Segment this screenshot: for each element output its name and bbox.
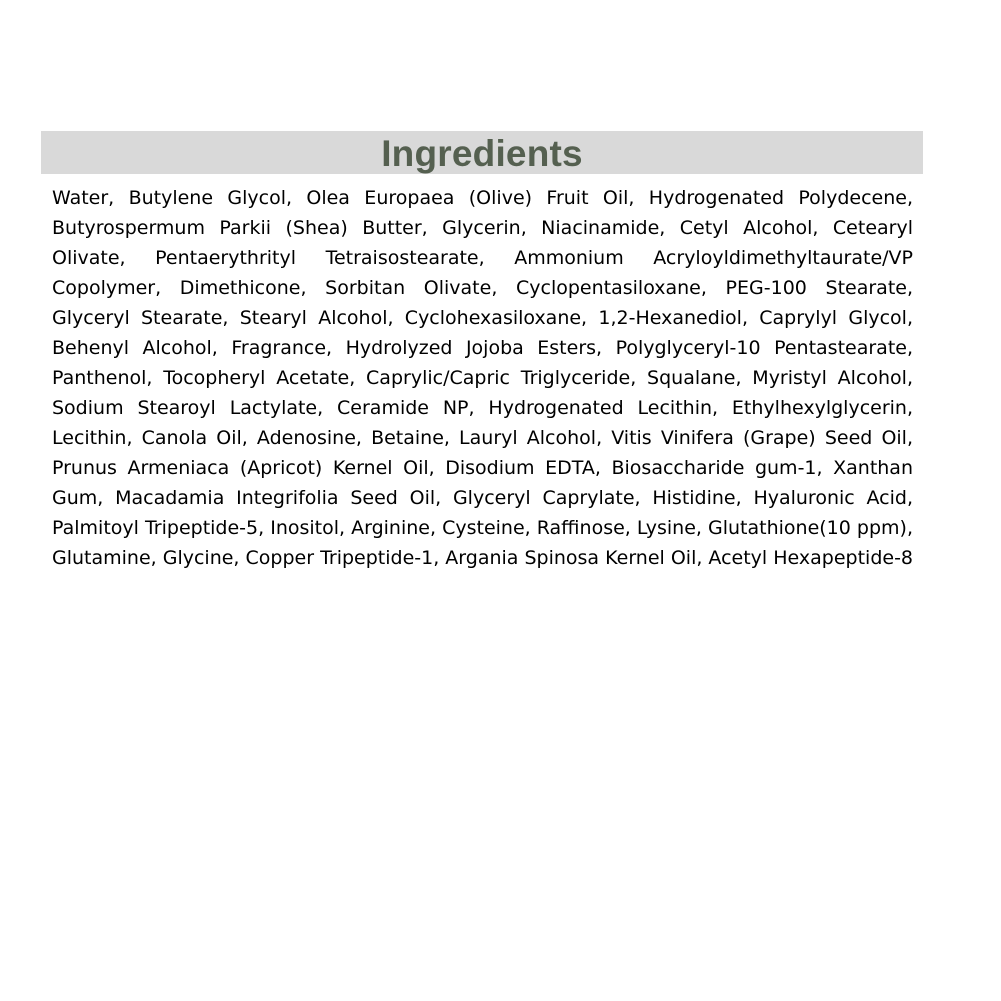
page-title: Ingredients	[381, 132, 583, 174]
ingredients-list: Water, Butylene Glycol, Olea Europaea (Olive) Fruit Oil, Hydrogenated Polydecene, Butyrospermum Parkii (Shea) Butter, Glycerin, Niacinamide, Cetyl Alcohol, Cetearyl Olivate, Pentaerythrityl Tetraisostearate, Ammonium Acryloyldimethyltaurate/VP Copolymer, Dimethicone, Sorbitan Olivate, Cyclopentasiloxane, PEG-100 Stearate, Glyceryl Stearate, Stearyl Alcohol, Cyclohexasiloxane, 1,2-Hexanediol, Caprylyl Glycol, Behenyl Alcohol, Fragrance, Hydrolyzed Jojoba Esters, Polyglyceryl-10 Pentastearate, Panthenol, Tocopheryl Acetate, Caprylic/Capric Triglyceride, Squalane, Myristyl Alcohol, Sodium Stearoyl Lactylate, Ceramide NP, Hydrogenated Lecithin, Ethylhexylglycerin, Lecithin, Canola Oil, Adenosine, Betaine, Lauryl Alcohol, Vitis Vinifera (Grape) Seed Oil, Prunus Armeniaca (Apricot) Kernel Oil, Disodium EDTA, Biosaccharide gum-1, Xanthan Gum, Macadamia Integrifolia Seed Oil, Glyceryl Caprylate, Histidine, Hyaluronic Acid, Palmitoyl Tripeptide-5, Inositol, Arginine, Cysteine, Raffinose, Lysine, Glutathione(10 ppm), Glutamine, Glycine, Copper Tripeptide-1, Argania Spinosa Kernel Oil, Acetyl Hexapeptide-8	[52, 187, 914, 569]
title-band	[41, 131, 923, 174]
